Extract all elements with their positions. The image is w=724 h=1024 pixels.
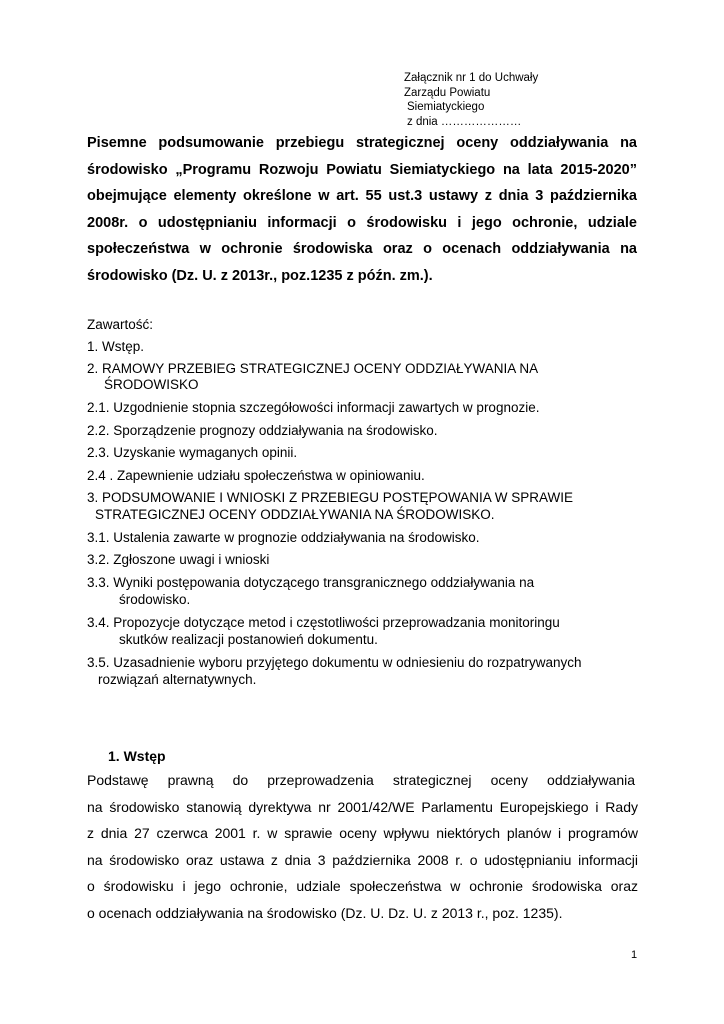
title-line: Pisemne podsumowanie przebiegu strategicznej oceny oddziaływania na [87, 135, 637, 151]
body-line: z dnia 27 czerwca 2001 r. w sprawie oceny wpływu niektórych planów i programów [87, 825, 638, 841]
section-body [87, 770, 638, 929]
title-line: społeczeństwa w ochronie środowiska oraz o ocenach oddziaływania na [87, 241, 637, 258]
toc-item: skutków realizacji postanowień dokumentu. [119, 632, 378, 647]
annex-note [404, 71, 538, 129]
title-line: obejmujące elementy określone w art. 55 ust.3 ustawy z dnia 3 października [87, 188, 637, 205]
annex-line: z dnia ………………… [407, 115, 522, 128]
toc-item: 1. Wstęp. [87, 339, 145, 354]
toc-item: ŚRODOWISKO [104, 377, 199, 392]
title-line: środowisko (Dz. U. z 2013r., poz.1235 z późn. zm.). [87, 267, 433, 284]
section-heading: 1. Wstęp [108, 748, 166, 764]
toc-item: 3.4. Propozycje dotyczące metod i częstotliwości przeprowadzania monitoringu [87, 615, 560, 630]
toc-item: STRATEGICZNEJ OCENY ODDZIAŁYWANIA NA ŚRODOWISKO. [95, 507, 495, 522]
body-line: o ocenach oddziaływania na środowisko (Dz. U. Dz. U. z 2013 r., poz. 1235). [87, 904, 563, 921]
title-line: środowisko „Programu Rozwoju Powiatu Siemiatyckiego na lata 2015-2020” [87, 161, 637, 178]
page-number: 1 [631, 949, 638, 961]
document-title [87, 130, 637, 290]
toc-item: 2.2. Sporządzenie prognozy oddziaływania na środowisko. [87, 423, 438, 438]
toc-heading: Zawartość: [87, 317, 154, 332]
toc-item: środowisko. [119, 592, 191, 607]
toc-item: 3. PODSUMOWANIE I WNIOSKI Z PRZEBIEGU POSTĘPOWANIA W SPRAWIE [87, 490, 574, 505]
toc-item: 2.3. Uzyskanie wymaganych opinii. [87, 445, 298, 460]
body-line: Podstawę prawną do przeprowadzenia strategicznej oceny oddziaływania [87, 772, 635, 788]
toc-item: 3.2. Zgłoszone uwagi i wnioski [87, 552, 270, 567]
body-line: o środowisku i jego ochronie, udziale społeczeństwa w ochronie środowiska oraz [87, 878, 638, 894]
body-line: na środowisko oraz ustawa z dnia 3 października 2008 r. o udostępnianiu informacji [87, 851, 638, 868]
annex-line: Zarządu Powiatu [404, 86, 491, 99]
toc-item: 2. RAMOWY PRZEBIEG STRATEGICZNEJ OCENY ODDZIAŁYWANIA NA [87, 361, 539, 376]
annex-line: Siemiatyckiego [407, 101, 485, 113]
toc-item: 3.3. Wyniki postępowania dotyczącego transgranicznego oddziaływania na [87, 575, 535, 590]
title-line: 2008r. o udostępnianiu informacji o środowisku i jego ochronie, udziale [87, 214, 637, 231]
toc-item: 2.1. Uzgodnienie stopnia szczegółowości informacji zawartych w prognozie. [87, 400, 540, 415]
body-line: na środowisko stanowią dyrektywa nr 2001/42/WE Parlamentu Europejskiego i Rady [87, 798, 638, 815]
toc-item: 3.5. Uzasadnienie wyboru przyjętego dokumentu w odniesieniu do rozpatrywanych [87, 655, 582, 670]
annex-line: Załącznik nr 1 do Uchwały [404, 72, 539, 84]
toc-item: 3.1. Ustalenia zawarte w prognozie oddziaływania na środowisko. [87, 530, 480, 545]
toc-item: rozwiązań alternatywnych. [98, 672, 257, 687]
toc-item: 2.4 . Zapewnienie udziału społeczeństwa w opiniowaniu. [87, 468, 425, 483]
